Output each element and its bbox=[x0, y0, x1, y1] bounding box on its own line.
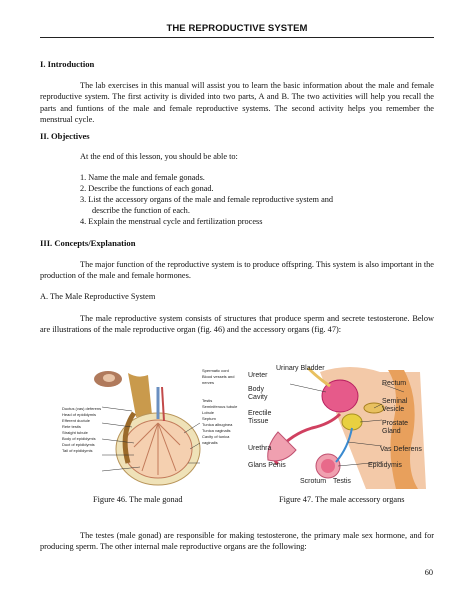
figure-46-label: Spermatic cord bbox=[202, 368, 229, 373]
figure-46-label: Rete testis bbox=[62, 424, 81, 429]
figure-47-caption: Figure 47. The male accessory organs bbox=[279, 495, 405, 504]
figure-46-label: Tunica albuginea bbox=[202, 422, 233, 427]
intro-heading: I. Introduction bbox=[40, 59, 95, 69]
objectives-lead: At the end of this lesson, you should be able to: bbox=[80, 152, 238, 161]
figure-47-label: Glans Penis bbox=[248, 462, 286, 469]
figure-47-label: Urinary Bladder bbox=[276, 365, 325, 372]
figure-46-labels-left bbox=[62, 406, 102, 454]
intro-paragraph: The lab exercises in this manual will assist you to learn the basic information about the male and female reproductive system. The first activity is divided into two parts, A and B. The two activities will help you recall the parts and funtions of the male and female reproductive systems. The second activity helps you remember the menstrual cycle. bbox=[40, 81, 434, 124]
figure-46-label: Seminiferous tubule bbox=[202, 404, 238, 409]
closing-paragraph: The testes (male gonad) are responsible for making testosterone, the primary male sex hormone, and for producing sperm. The other internal male reproductive organs are the following: bbox=[40, 531, 434, 552]
concepts-paragraph: The major function of the reproductive system is to produce offspring. This system is also important in the production of the male and female hormones. bbox=[40, 260, 434, 281]
figure-47-label: Testis bbox=[333, 478, 351, 485]
male-system-paragraph: The male reproductive system consists of structures that produce sperm and secrete testosterone. Below are illustrations of the male reproductive organ (fig. 46) and the accessory organs (fig. 47): bbox=[40, 314, 434, 335]
figure-46-label: Tail of epididymis bbox=[62, 448, 93, 453]
objectives-heading: II. Objectives bbox=[40, 131, 90, 141]
figure-46-caption: Figure 46. The male gonad bbox=[93, 495, 183, 504]
objective-item: 1. Name the male and female gonads. bbox=[80, 173, 205, 182]
figure-46-label: Lobule bbox=[202, 410, 215, 415]
figure-47-label: Erectile Tissue bbox=[248, 410, 272, 425]
figure-46-label: Head of epididymis bbox=[62, 412, 97, 417]
male-system-subheading: A. The Male Reproductive System bbox=[40, 292, 156, 301]
objective-item: 2. Describe the functions of each gonad. bbox=[80, 184, 214, 193]
objective-item-continued: describe the function of each. bbox=[92, 206, 190, 215]
objective-item: 4. Explain the menstrual cycle and fertilization process bbox=[80, 217, 263, 226]
figure-47-label: Ureter bbox=[248, 372, 268, 379]
figure-47-label: Prostate Gland bbox=[382, 420, 409, 435]
figure-46-label: Tunica vaginalis bbox=[202, 428, 231, 433]
figure-46-label: Straight tubule bbox=[62, 430, 88, 435]
figure-47-label: Body Cavity bbox=[248, 386, 268, 401]
figure-47-label: Rectum bbox=[382, 380, 407, 387]
figure-47-label: Urethra bbox=[248, 445, 272, 452]
figure-46-label: Ductus (vas) deferens bbox=[62, 406, 102, 411]
figure-47-label: Epididymis bbox=[368, 462, 402, 469]
figure-46-label: Body of epididymis bbox=[62, 436, 96, 441]
figure-47-label: Scrotum bbox=[300, 478, 327, 485]
figure-46-label: Duct of epididymis bbox=[62, 442, 95, 447]
page-header-title: THE REPRODUCTIVE SYSTEM bbox=[166, 23, 308, 34]
figure-46-label: Testis bbox=[202, 398, 213, 403]
figure-46-label: Septum bbox=[202, 416, 216, 421]
figure-46-labels-right bbox=[202, 368, 246, 446]
figure-46-label: Cavity of tunica vaginalis bbox=[202, 434, 230, 445]
figure-47-label: Vas Deferens bbox=[380, 446, 422, 453]
figure-47-label: Seminal Vesicle bbox=[382, 398, 408, 413]
header-rule bbox=[40, 37, 434, 38]
concepts-heading: III. Concepts/Explanation bbox=[40, 238, 136, 248]
page-number: 60 bbox=[424, 568, 433, 577]
figure-46-label: Efferent ductule bbox=[62, 418, 90, 423]
figure-46-label: Blood vessels and nerves bbox=[202, 374, 235, 385]
objective-item: 3. List the accessory organs of the male and female reproductive system and bbox=[80, 195, 334, 204]
